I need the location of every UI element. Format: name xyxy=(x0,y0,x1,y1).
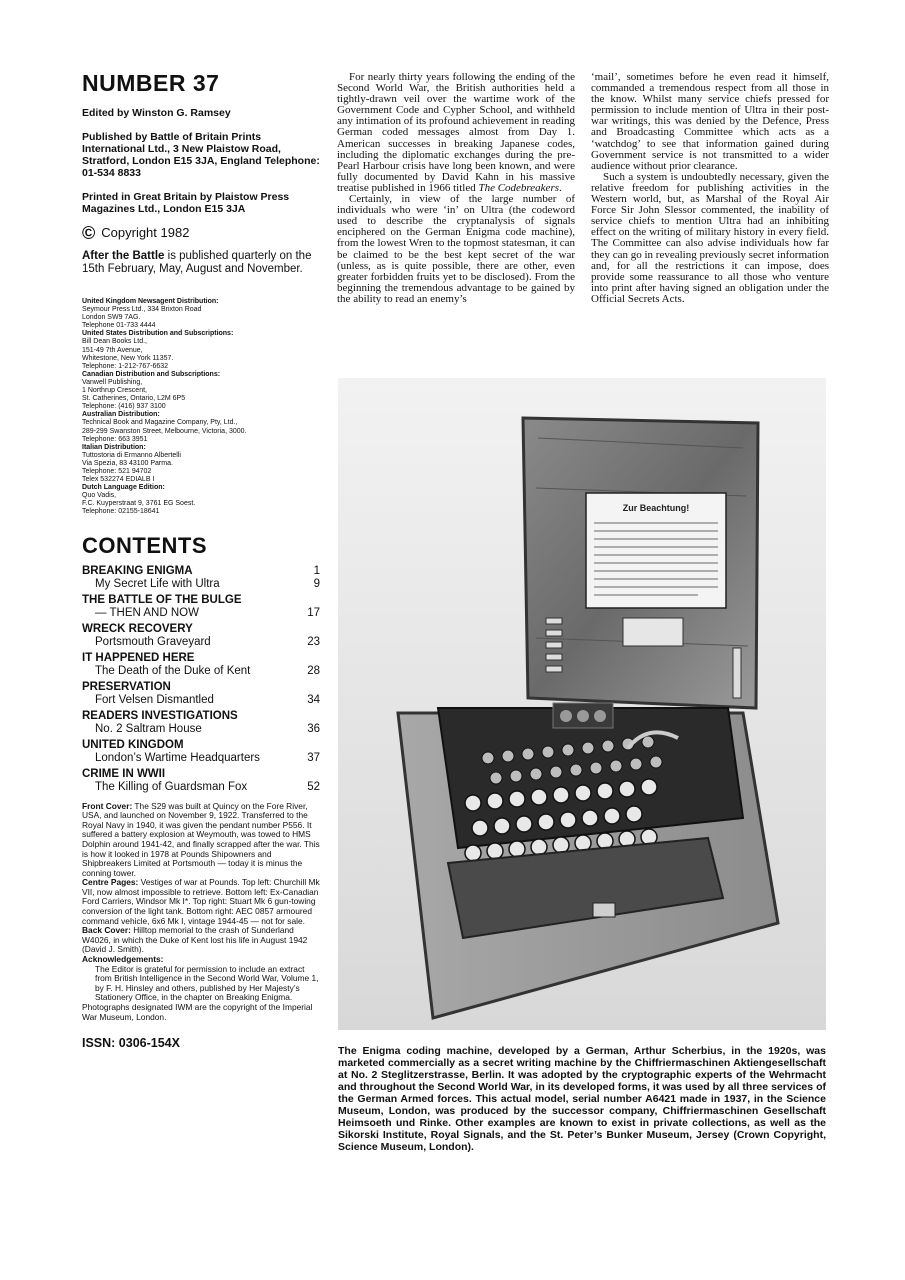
toc-entry[interactable] xyxy=(82,768,320,794)
toc-entry[interactable] xyxy=(82,623,320,649)
distribution-line: 1 Northrup Crescent, xyxy=(82,387,147,395)
editor-line: Edited by Winston G. Ramsey xyxy=(82,107,231,119)
iwm-note: Photographs designated IWM are the copyright of the Imperial War Museum, London. xyxy=(82,1002,313,1022)
distribution-line: Telephone: 1-212-767-6632 xyxy=(82,362,169,370)
distribution-list xyxy=(82,298,320,517)
rotor-wheel xyxy=(577,710,589,722)
toc-entry[interactable] xyxy=(82,652,320,678)
copyright-text: Copyright 1982 xyxy=(101,225,190,240)
distribution-heading: United Kingdom Newsagent Distribution: xyxy=(82,298,219,305)
distribution-line: Telex 532274 EDIALB I xyxy=(82,476,155,484)
toc-entry[interactable] xyxy=(82,594,320,620)
distribution-block xyxy=(82,298,320,330)
toc-section: WRECK RECOVERY xyxy=(82,622,193,635)
article-paragraph: Such a system is undoubtedly necessary, given the relative freedom for publishing activities in the Western world, but, as Marshal of the Royal Air Force Sir John Slessor commented, the inability of service chiefs to mention Ultra had an inhibiting effect on the writing of military history in every field. The Committee can also advise individuals how far they can go in revealing previously secret information and, for all the restrictions it can impose, does provide some reassurance to all those who venture into print after having signed an obligation under the Official Secrets Acts. xyxy=(591,170,829,305)
centre-pages-note: Centre Pages: Vestiges of war at Pounds. Top left: Churchill Mk VII, now almost impossible to retrieve. Bottom left: Ex-Canadian Ford Carriers, Windsor Mk I*. Top right: Stuart Mk 6 gun-towing conversion of the light tank. Bottom right: AEC 0857 armoured command vehicle, 6x6 Mk I, vintage 1944-45 — not for sale. xyxy=(82,877,320,926)
toc-section: IT HAPPENED HERE xyxy=(82,651,195,664)
label-title: Zur Beachtung! xyxy=(622,503,690,513)
enigma-machine-illustration xyxy=(338,378,826,1030)
article-paragraph: Certainly, in view of the large number of individuals who were ‘in’ on Ultra (the codeword used to describe the cryptanalysis of signals enciphered on the German Enigma code machine), from the lowest Wren to the topmost statesman, it can be claimed to be the best kept secret of the war (unless, as is quite possible, there are other, even greater forbidden fruits yet to be disclosed). From the beginning the tremendous advantage to be gained by the ability to read an enemy’s xyxy=(337,193,575,305)
toc-section: BREAKING ENIGMA xyxy=(82,564,193,577)
toc-page: 1 xyxy=(313,564,320,577)
toc-entry[interactable] xyxy=(82,710,320,736)
toc-page: 37 xyxy=(307,751,320,764)
back-cover-note: Back Cover: Hilltop memorial to the crash of Sunderland W4026, in which the Duke of Kent lost his life in August 1942 (David J. Smith). xyxy=(82,925,308,955)
enigma-photo xyxy=(338,378,826,1030)
distribution-line: 289-299 Swanston Street, Melbourne, Victoria, 3000. xyxy=(82,427,247,435)
distribution-line: Via Spezia, 83 43100 Parma. xyxy=(82,459,173,467)
distribution-line: Bill Dean Books Ltd., xyxy=(82,338,147,346)
distribution-line: St. Catherines, Ontario, L2M 6P5 xyxy=(82,395,186,403)
article-column-2 xyxy=(591,72,829,305)
distribution-line: F.C. Kuyperstraat 9, 3761 EG Soest. xyxy=(82,500,196,508)
distribution-heading: United States Distribution and Subscriptions: xyxy=(82,330,234,338)
distribution-line: London SW9 7AG. xyxy=(82,314,141,322)
toc-entry[interactable] xyxy=(82,681,320,707)
cover-notes xyxy=(82,802,320,1023)
rotor-wheel xyxy=(594,710,606,722)
toc-subtitle: Fort Velsen Dismantled xyxy=(95,693,214,706)
toc-subtitle: — THEN AND NOW xyxy=(95,606,199,619)
publisher-info: Published by Battle of Britain Prints International Ltd., 3 New Plaistow Road, Stratford, London E15 3JA, England Telephone: 01-534 8833 xyxy=(82,131,320,179)
distribution-block xyxy=(82,330,320,370)
toc-page: 17 xyxy=(307,606,320,619)
distribution-heading: Canadian Distribution and Subscriptions: xyxy=(82,370,221,378)
distribution-line: Technical Book and Magazine Company, Pty, Ltd., xyxy=(82,419,238,427)
magazine-name: After the Battle xyxy=(82,250,165,262)
small-plate xyxy=(623,618,683,646)
distribution-block xyxy=(82,411,320,443)
photo-caption: The Enigma coding machine, developed by a German, Arthur Scherbius, in the 1920s, was marketed commercially as a secret writing machine by the Chiffriermaschinen Aktiengesellschaft at No. 2 Steglitzerstrasse, Berlin. It was adopted by the cryptographic experts of the Wehrmacht and throughout the Second World War, in its developed forms, it was used by all three services of the German Armed forces. This actual model, serial number A6421 made in 1937, in the Science Museum, London, was produced by the successor company, Chiffriermaschinen Gesellschaft Heimsoeth und Rinke. Other examples are known to exist in private collections, as well as the Sikorski Institute, Royal Signals, and the St. Peter’s Bunker Museum, Jersey (Crown Copyright, Science Museum, London). xyxy=(338,1045,826,1153)
box-latch xyxy=(593,903,615,917)
left-column xyxy=(82,70,320,1050)
contents-heading: CONTENTS xyxy=(82,532,207,558)
front-cover-note: Front Cover: The S29 was built at Quincy on the Fore River, USA, and launched on November 9, 1922. Transferred to the Royal Navy in 1940, it was given the pendant number P556. It suffered a battery explosion at Weymouth, was towed to HMS Dolphin around 1941-42, and finally scrapped after the war. This is how it looked in 1978 at Pounds Shipowners and Shipbreakers Limited at Portsmouth — today it is minus the conning tower. xyxy=(82,800,320,878)
toc-subtitle: No. 2 Saltram House xyxy=(95,722,202,735)
distribution-line: Tuttostoria di Ermanno Albertelli xyxy=(82,451,181,459)
toc-section: PRESERVATION xyxy=(82,680,171,693)
toc-entry[interactable] xyxy=(82,739,320,765)
distribution-line: Whitestone, New York 11357. xyxy=(82,354,174,362)
distribution-block xyxy=(82,371,320,411)
issn: ISSN: 0306-154X xyxy=(82,1036,180,1051)
distribution-line: Telephone: 521 94702 xyxy=(82,467,152,475)
acknowledgements-text: The Editor is grateful for permission to include an extract from British Intelligence in the Second World War, Volume 1, by F. H. Hinsley and others, published by Her Majesty’s Stationery Office, in the chapter on Breaking Enigma. xyxy=(95,963,319,1003)
toc-page: 36 xyxy=(307,722,320,735)
copyright-icon: © xyxy=(82,222,96,243)
book-title: The Codebreakers xyxy=(478,181,560,194)
distribution-heading: Italian Distribution: xyxy=(82,443,146,451)
distribution-line: Seymour Press Ltd., 334 Brixton Road xyxy=(82,306,202,314)
toc-entry[interactable] xyxy=(82,565,320,591)
distribution-line: Telephone: (416) 937 3100 xyxy=(82,403,166,411)
acknowledgements-heading: Acknowledgements: xyxy=(82,954,164,965)
toc-subtitle: The Killing of Guardsman Fox xyxy=(95,780,248,793)
schedule-text: is published quarterly on the 15th February, May, August and November. xyxy=(82,250,312,275)
toc-subtitle: Portsmouth Graveyard xyxy=(95,635,211,648)
toc-page: 34 xyxy=(307,693,320,706)
copyright-line xyxy=(82,222,320,243)
article-paragraph: For nearly thirty years following the ending of the Second World War, the British authorities held a tightly-drawn veil over the wartime work of the Government Code and Cypher School, and withheld any intimation of its profound achievement in reading German coded messages almost from Day 1. American successes in breaking Japanese codes, including the diplomatic exchanges during the pre-Pearl Harbour crisis have long been known, and were fully documented by David Kahn in his massive treatise published in 1966 titled The Codebreakers. xyxy=(337,71,575,194)
printer-info: Printed in Great Britain by Plaistow Press Magazines Ltd., London E15 3JA xyxy=(82,191,290,215)
toc-section: UNITED KINGDOM xyxy=(82,738,184,751)
toc-page: 52 xyxy=(307,780,320,793)
toc-subtitle: London’s Wartime Headquarters xyxy=(95,751,260,764)
toc-page: 28 xyxy=(307,664,320,677)
toc-subtitle: My Secret Life with Ultra xyxy=(95,577,220,590)
distribution-line: Quo Vadis, xyxy=(82,492,117,500)
article-paragraph: ‘mail’, sometimes before he even read it himself, commanded a tremendous respect from all those in the know. Whilst many service chiefs pressed for permission to include mention of Ultra in their post-war writings, this was denied by the Defence, Press and Broadcasting Committee which acts as a ‘watchdog’ to see that information gained during Government service is not transmitted to a wider audience without prior clearance. xyxy=(591,71,829,172)
distribution-line: 151-49 7th Avenue, xyxy=(82,346,143,354)
distribution-line: Vanwell Publishing, xyxy=(82,378,143,386)
toc-section: READERS INVESTIGATIONS xyxy=(82,709,238,722)
publication-schedule xyxy=(82,250,320,276)
contents-list xyxy=(82,565,320,794)
toc-subtitle: The Death of the Duke of Kent xyxy=(95,664,251,677)
distribution-line: Telephone 01-733 4444 xyxy=(82,322,156,330)
distribution-block xyxy=(82,484,320,516)
toc-section: CRIME IN WWII xyxy=(82,767,166,780)
issue-title: NUMBER 37 xyxy=(82,70,220,96)
distribution-line: Telephone: 02155-18641 xyxy=(82,508,160,516)
article-column-1 xyxy=(337,72,575,305)
distribution-line: Telephone: 663 3951 xyxy=(82,435,148,443)
toc-section: THE BATTLE OF THE BULGE xyxy=(82,593,242,606)
distribution-heading: Dutch Language Edition: xyxy=(82,484,165,492)
rotor-wheel xyxy=(560,710,572,722)
toc-page: 23 xyxy=(307,635,320,648)
distribution-heading: Australian Distribution: xyxy=(82,411,160,419)
distribution-block xyxy=(82,444,320,484)
toc-page: 9 xyxy=(313,577,320,590)
